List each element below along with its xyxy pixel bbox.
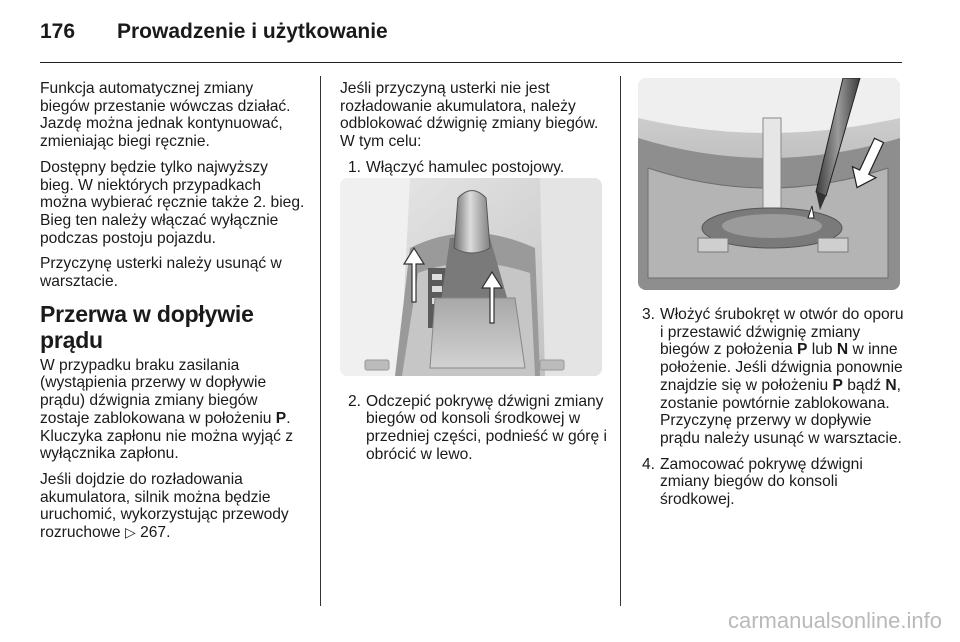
- paragraph: Przyczynę usterki należy usunąć w warsztacie.: [40, 255, 282, 291]
- step-text: Zamocować pokrywę dźwigni zmiany biegów do konsoli środkowej.: [660, 455, 863, 509]
- page-number: 176: [40, 20, 76, 43]
- section-heading: Przerwa w dopływie prądu: [40, 300, 254, 353]
- page-header: [40, 18, 902, 63]
- gear-lever-illustration: [340, 178, 602, 376]
- text-column-3: [642, 306, 904, 517]
- list-item: [340, 159, 608, 177]
- list-item: [340, 393, 608, 464]
- column-divider: [320, 76, 321, 606]
- text-column-1: [40, 80, 306, 550]
- step-text: Włączyć hamulec postojowy.: [366, 158, 565, 176]
- page-title: Prowadzenie i użytkowanie: [117, 20, 388, 43]
- step-text: Włożyć śrubokręt w otwór do oporu i przestawić dźwignię zmiany biegów z położenia P lub N w inne położenie. Jeśli dźwignia ponownie znajdzie się w położeniu P bądź N, zostanie powtórnie zablokowana. Przyczynę przerwy w dopływie prądu należy usunąć w warsztacie.: [660, 306, 904, 447]
- paragraph: Jeśli przyczyną usterki nie jest rozładowanie akumulatora, należy odblokować dźwignię zmiany biegów. W tym celu:: [340, 80, 599, 151]
- step-number: 4.: [642, 455, 656, 473]
- step-number: 1.: [348, 158, 362, 176]
- list-item: [642, 306, 904, 448]
- list-item: [642, 456, 904, 509]
- step-number: 2.: [348, 392, 362, 410]
- figure-gear-lever-cover: [340, 178, 602, 376]
- watermark: carmanualsonline.info: [727, 608, 942, 633]
- paragraph: Funkcja automatycznej zmiany biegów przestanie wówczas działać. Jazdę można jednak kontynuować, zmieniając biegi ręcznie.: [40, 80, 291, 151]
- gear-position-p: P: [275, 409, 287, 427]
- paragraph: W przypadku braku zasilania (wystąpienia przerwy w dopływie prądu) dźwignia zmiany biegów zostaje zablokowana w położeniu P. Kluczyka zapłonu nie można wyjąć z wyłącznika zapłonu.: [40, 356, 294, 463]
- step-number: 3.: [642, 306, 656, 323]
- figure-screwdriver-release: [638, 78, 900, 290]
- paragraph: Jeśli dojdzie do rozładowania akumulatora, silnik można będzie uruchomić, wykorzystując przewody rozruchowe ▷ 267.: [40, 470, 289, 542]
- step-text: Odczepić pokrywę dźwigni zmiany biegów od konsoli środkowej w przedniej części, podnieść w górę i obrócić w lewo.: [366, 392, 607, 463]
- page-reference-arrow-icon: ▷: [124, 524, 136, 541]
- column-divider: [620, 76, 621, 606]
- page-reference[interactable]: 267: [140, 524, 167, 542]
- paragraph: Dostępny będzie tylko najwyższy bieg. W niektórych przypadkach można wybierać ręcznie także 2. bieg. Bieg ten należy włączać wyłącznie podczas postoju pojazdu.: [40, 158, 305, 247]
- screwdriver-illustration: [638, 78, 900, 290]
